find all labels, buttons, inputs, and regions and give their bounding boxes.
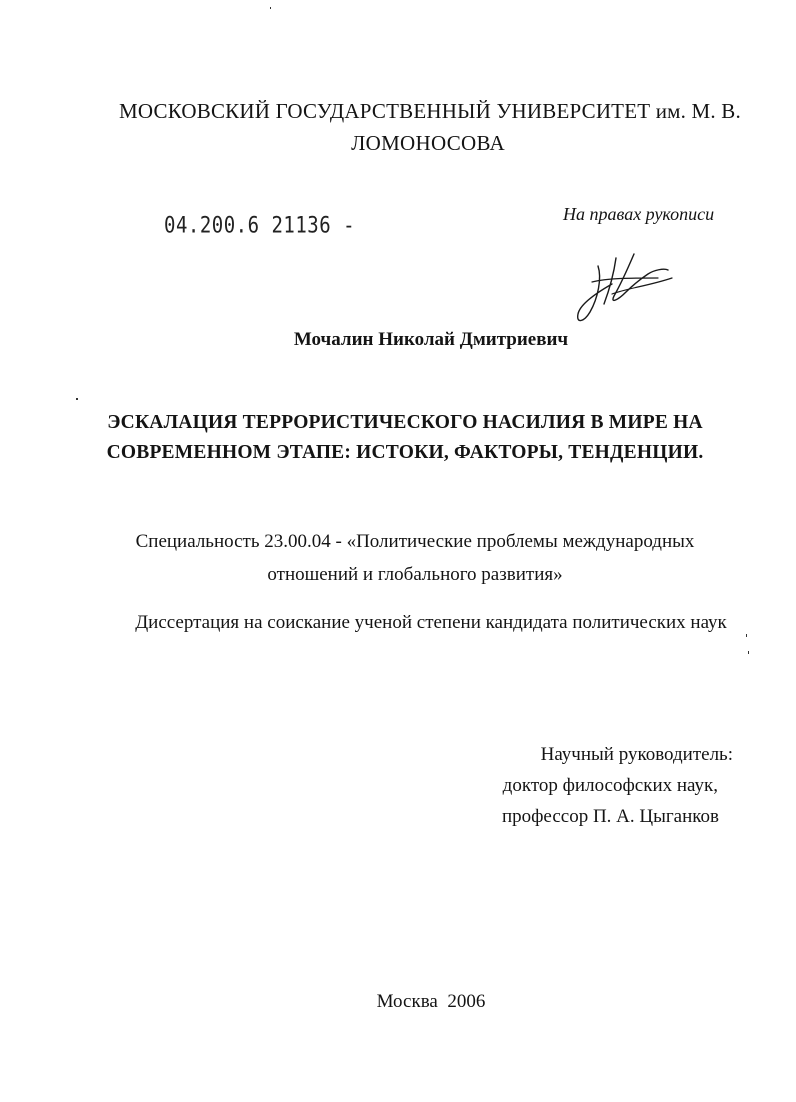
scan-speck (748, 651, 749, 654)
scan-speck (270, 7, 271, 9)
thesis-title-line2: СОВРЕМЕННОМ ЭТАПЕ: ИСТОКИ, ФАКТОРЫ, ТЕНДЕНЦИИ. (106, 442, 704, 463)
dissertation-degree: Диссертация на соискание ученой степени кандидата политических наук (135, 612, 727, 633)
advisor-name: профессор П. А. Цыганков (501, 806, 719, 827)
scan-speck (746, 634, 747, 637)
author-signature (568, 248, 678, 328)
author-name: Мочалин Николай Дмитриевич (293, 329, 569, 350)
specialty-line2: отношений и глобального развития» (267, 564, 563, 585)
advisor-label: Научный руководитель: (540, 744, 733, 765)
scan-speck (76, 398, 78, 400)
registration-code-stamp (164, 213, 355, 238)
university-name-line1: МОСКОВСКИЙ ГОСУДАРСТВЕННЫЙ УНИВЕРСИТЕТ им. М. В. (119, 99, 741, 123)
manuscript-rights-note: На правах рукописи (563, 204, 715, 224)
specialty-line1: Специальность 23.00.04 - «Политические проблемы международных (135, 531, 695, 552)
thesis-title-line1: ЭСКАЛАЦИЯ ТЕРРОРИСТИЧЕСКОГО НАСИЛИЯ В МИРЕ НА (107, 412, 703, 433)
stamp-dash: - (331, 213, 356, 239)
advisor-degree: доктор философских наук, (502, 775, 718, 796)
city-year: Москва 2006 (376, 991, 486, 1012)
university-name-line2: ЛОМОНОСОВА (351, 131, 505, 155)
registration-code: 04.200.6 21136 (164, 213, 332, 239)
